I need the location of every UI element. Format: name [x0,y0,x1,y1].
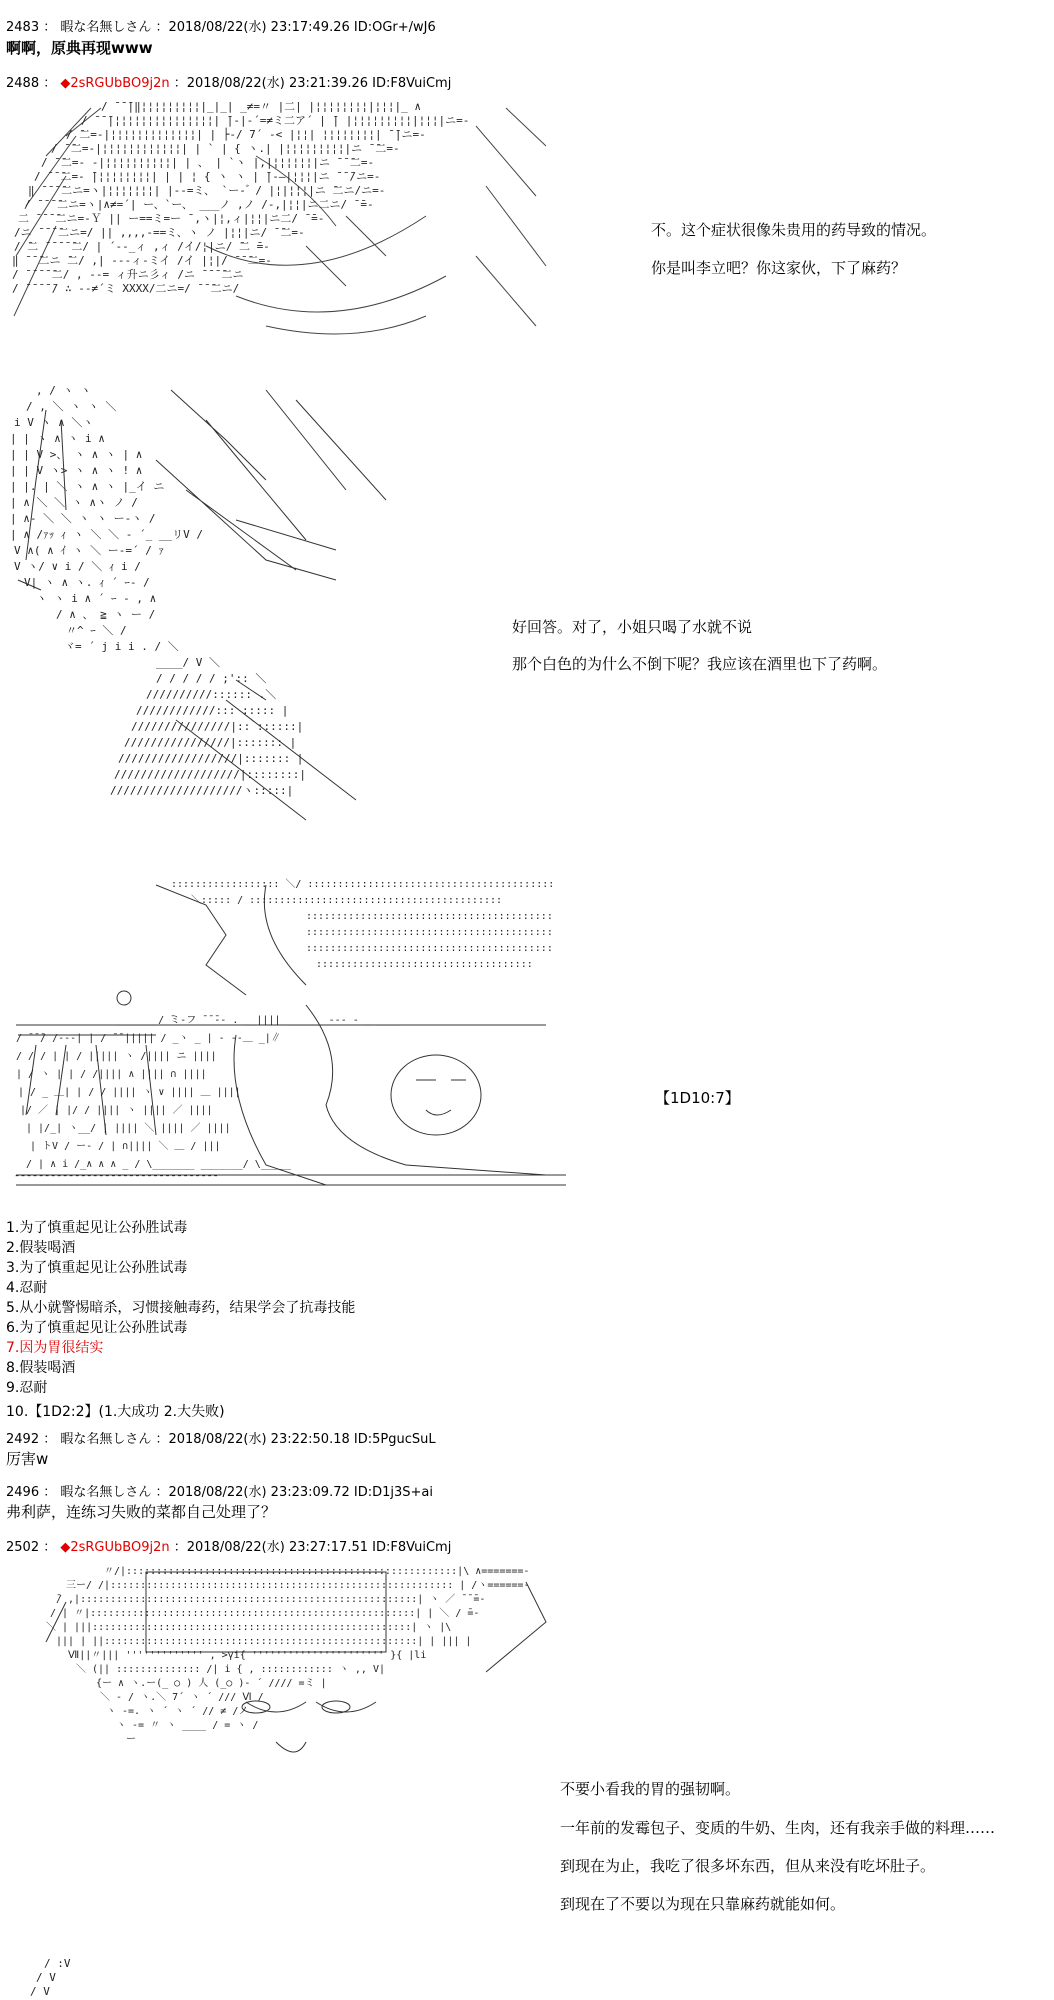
svg-text:ヾ= ´ j i i . / ＼: ヾ= ´ j i i . / ＼ [64,640,179,653]
post-meta: ：2018/08/22(水) 23:27:17.51 ID:F8VuiCmj [173,1540,452,1555]
choice-item: 4.忍耐 [6,1280,48,1296]
svg-text:/ ̄ ̄ ̄ ̄ ̄二/ , -‐= ィ: / ̄ ̄ ̄ ̄ ̄二/ , -‐= ィ升ニ彡ィ /ニ ̄ ̄ ̄ ̄二ニ [12,268,244,281]
svg-text:| ∧ ＼ ＼ ヽ ∧ヽ ノ /: | ∧ ＼ ＼ ヽ ∧ヽ ノ / [10,496,138,509]
post-number: 2502 ： [6,1540,57,1555]
svg-text:＼ ‐ / ヽ.＼ 7´ ヽ ´ ///: ＼ ‐ / ヽ.＼ 7´ ヽ ´ /// Ⅵ / [100,1692,264,1703]
svg-text:＼::::: / ::::::::::::::: ＼::::: / :::::::::::::::::::::::::::::::::::::::::: [191,895,503,906]
dice-roll: 【1D10:7】 [655,1089,740,1107]
svg-text:, / ヽ: , / ヽ ヽ [36,384,92,397]
svg-text:V| ヽ ∧ ヽ. ｨ ´ ｰ‐ /: V| ヽ ∧ ヽ. ｨ ´ ｰ‐ / [24,576,150,589]
ascii-art-scene1 [6,96,566,346]
dialog-line: 不。这个症状很像朱贵用的药导致的情况。 [651,221,937,239]
svg-text:ヽ ヽ i ∧ ´ ｰ ‐ , ∧: ヽ ヽ i ∧ ´ ｰ ‐ , ∧ [36,592,157,605]
svg-text:/ V: / V [30,1985,50,1998]
choice-item: 9.忍耐 [6,1380,48,1396]
svg-text:V ∧( ∧ ｲ ヽ ＼ ー-=´ /: V ∧( ∧ ｲ ヽ ＼ ー-=´ / ｧ [14,544,164,557]
dialog-line: 那个白色的为什么不倒下呢？我应该在酒里也下了药啊。 [512,655,888,673]
post-meta: ：2018/08/22(水) 23:21:39.26 ID:F8VuiCmj [173,76,452,91]
svg-text:::::::::::::::::::::::::::::::: ::::::::::::::::::::::::::::::::::::::::: [306,943,553,954]
ascii-art-scene5-fragment [6,1955,206,2000]
svg-text:/ ∧ 、 ≧ ヽ ー /: / ∧ 、 ≧ ヽ ー / [56,608,156,621]
svg-text:/ ̄ ̄ ̄ ̄ ̄/ ∴ ‐-≠´ミ: / ̄ ̄ ̄ ̄ ̄/ ∴ ‐-≠´ミ XXXX/二ニ=/ ̄ ̄ ̄二ニ/ [12,282,240,295]
svg-text:/ ̄ ̄ ̄|¦¦¦¦¦¦¦¦¦¦¦¦¦¦¦| ̄|‐|‐: / ̄ ̄ ̄|¦¦¦¦¦¦¦¦¦¦¦¦¦¦¦| ̄|‐|‐´=≠ミ二ア´ | ̄| |¦¦¦¦¦¦¦¦¦|¦¦¦|ニ=- [81,114,470,127]
svg-text:Ⅶ||〃||| ''''''''''''' , >γ: Ⅶ||〃||| ''''''''''''' , >γi{ '''''''''''''''''''''' }{ |li [68,1650,427,1661]
dialog-line: 到现在了不要以为现在只靠麻药就能如何。 [560,1895,846,1913]
author-trip: ◆2sRGUbBO9j2n [60,1540,170,1555]
dialog-line: 到现在为止，我吃了很多坏东西，但从来没有吃坏肚子。 [560,1857,936,1875]
post-body-2492: 厉害w [6,1450,49,1468]
svg-text://////////:::::: .＼: //////////:::::: .＼ [146,688,277,701]
svg-text:////////////////////ヽ:::::|: ////////////////////ヽ:::::| [110,784,294,797]
svg-text:/ | 〃|::::::::::::::::::::::::: / | 〃|::::::::::::::::::::::::::::::::::::::::::::::::::::::| | ＼ / ̄=- [50,1608,480,1619]
svg-text:i V ヽ ∧: i V ヽ ∧ ＼ヽ [14,416,94,429]
dialog-line: 不要小看我的胃的强韧啊。 [560,1780,741,1798]
svg-text:| | V ヽ> ヽ ∧ ヽ: | | V ヽ> ヽ ∧ ヽ ! ∧ [10,464,143,477]
svg-text:/ ̄ ̄ ̄|‖¦¦¦¦¦¦¦¦¦|_|_| _≠=〃: / ̄ ̄ ̄|‖¦¦¦¦¦¦¦¦¦|_|_| _≠=〃 |二| |¦¦¦¦¦¦¦¦|¦¦¦|_ ∧ [101,100,422,113]
svg-text:/ ̄ ̄ ̄二=‐ ̄|¦¦¦¦¦¦¦¦| | | ¦: / ̄ ̄ ̄二=‐ ̄|¦¦¦¦¦¦¦¦| | | ¦ { ヽ ヽ | ̄|‐―|¦¦¦|ニ ̄ ̄ ̄/ニ=- [34,170,381,183]
choice-item-selected: 7.因为胃很结实 [6,1340,104,1356]
post-header-2483: 2483 ： 暇な名無しさん ：2018/08/22(水) 23:17:49.26 ID:OGr+/wJ6 [6,20,436,35]
svg-text:| | V >、 ヽ ∧ ヽ: | | V >、 ヽ ∧ ヽ | ∧ [10,448,143,461]
svg-text:/ニ ̄ ̄ ̄ ̄二ニ=/ || ,,,,-=: /ニ ̄ ̄ ̄ ̄二ニ=/ || ,,,,-==ミ、ヽ ノ |¦¦|ニ/ ̄ ̄二=- [14,226,305,239]
svg-text:_______/ ̄ミ-フ ̄ ̄ ̄‐- . __|||: _______/ ̄ミ-フ ̄ ̄ ̄‐- . __|||| ______ ‐-‐ - _ ____ [116,1015,401,1026]
svg-text:‖ ̄ ̄ ̄ ̄二ニ=ヽ|¦¦¦¦¦¦¦| |‐-=ミ、: ‖ ̄ ̄ ̄ ̄二ニ=ヽ|¦¦¦¦¦¦¦| |‐-=ミ、 `ー- ゙ / |¦|¦¦¦|ニ ̄二ニ/ニ=- [28,184,386,197]
svg-text:/ ̄二 ̄ ̄ ̄ ̄ ̄二/ | ´‐-_ィ: / ̄二 ̄ ̄ ̄ ̄ ̄二/ | ´‐-_ィ ,ィ /イ/¦|ニ/ ̄二 ̄=- [14,240,270,253]
svg-text:____/ V ＼: ____/ V ＼ [156,656,220,669]
ascii-art-scene4 [6,1562,566,1922]
svg-text:V ヽ/ ∨ i / ＼ ｨ i: V ヽ/ ∨ i / ＼ ｨ i / [14,560,141,573]
dialog-line: 好回答。对了，小姐只喝了水就不说 [512,618,753,636]
svg-text:/ ̄ ̄二=‐|¦¦¦¦¦¦¦¦¦¦¦¦| | ` |: / ̄ ̄二=‐|¦¦¦¦¦¦¦¦¦¦¦¦| | ` | { ヽ.| |¦¦¦¦¦¦¦¦¦|ニ ̄ ̄二=‐ [51,142,400,155]
svg-text:ー ,V∧ ｀ =≠ = =ミ V /: ー [126,1734,136,1745]
svg-text:::::::::::::::::::::::::::::::: ::::::::::::::::::::::::::::::::::::::::: [306,911,553,922]
post-header-2492: 2492 ： 暇な名無しさん ：2018/08/22(水) 23:22:50.18 ID:5PgucSuL [6,1432,436,1447]
svg-text:三ー/ /|::::::::::::::::::::::::: 三ー/ /|::::::::::::::::::::::::::::::::::::::::::::::::::::::::: | /ヽ======- [66,1580,530,1591]
post-body-2483: 啊啊，原典再现www [6,39,153,57]
choice-item: 1.为了慎重起见让公孙胜试毒 [6,1220,188,1236]
svg-text:/ V: / V [36,1971,56,1984]
svg-text:ヽ ‐=. ヽ ´ ヽ ´ // ≠: ヽ ‐=. ヽ ´ ヽ ´ // ≠ /ノ [106,1706,249,1717]
svg-text:/ | ∧ i /_∧ ∧ ∧ _ / \_____: / | ∧ i /_∧ ∧ ∧ _ / \_______ _______/ \_____ [26,1159,291,1170]
post-header-2488 [6,72,451,91]
svg-text:////////////////|::::::: |: ////////////////|::::::: | [124,736,297,749]
svg-text:/ / / | | / ||||: / / / | | / ||||| ヽ /|||| ニ |||| [16,1051,217,1062]
svg-text:///////////////////|::::::::|: ///////////////////|::::::::| [114,768,307,781]
svg-text:/ , ＼ ヽ ヽ: / , ＼ ヽ ヽ ＼ [26,400,117,413]
svg-text:| ∧ /ｧｯ ｨ ヽ ＼ ＼ - ´_ __リ: | ∧ /ｧｯ ｨ ヽ ＼ ＼ - ´_ __リV / [10,528,203,541]
svg-text:/ :V: / :V [44,1957,71,1970]
svg-text:̄ ̄ ̄ ̄ ̄ ̄ ̄ ̄ ̄ ̄ ̄ ̄ ̄ ̄ ̄: ̄ ̄ ̄ ̄ ̄ ̄ ̄ ̄ ̄ ̄ ̄ ̄ ̄ ̄ ̄ ̄ ̄ ̄ ̄ ̄ ̄ ̄ ̄ ̄ ̄ ̄ ̄ ̄ ̄ ̄ ̄ ̄ ̄ ̄ [14,1175,213,1186]
post-body-2496: 弗利萨，连练习失败的菜都自己处理了？ [6,1503,277,1521]
svg-text:＼ (|| :::::::::::::: /| i {: ＼ (|| :::::::::::::: /| i { , :::::::::::: ヽ ,, V| [76,1664,385,1675]
svg-text:| | ヽ ∧ ヽ: | | ヽ ∧ ヽ i ∧ [10,432,105,445]
svg-text:〃/|:::::::::::::::::::::::::::: 〃/|:::::::::::::::::::::::::::::::::::::::::::::::::::::::|\ ∧=======- [104,1566,530,1577]
svg-text:/ ̄ ̄ ̄ ̄二ニ=ヽ|∧≠=´| ー、`ー、 __: / ̄ ̄ ̄ ̄二ニ=ヽ|∧≠=´| ー、`ー、 ___ノ ,ノ /‐,|¦¦|ニ二ニ/ ̄ ̄=- [24,198,374,211]
post-number: 2488 ： [6,76,57,91]
svg-text:二 ̄ ̄ ̄ ̄二ニ=‐Ｙ || ー==ミ=ー ̄: 二 ̄ ̄ ̄ ̄二ニ=‐Ｙ || ー==ミ=ー ̄ ,ヽ|¦,ィ|¦¦|ニ二/ ̄ ̄=- [18,212,325,225]
svg-text:| トV / ー- / | ∩||||: | トV / ー- / | ∩|||| ＼ ＿ / ||| [30,1141,221,1152]
svg-text:〃^ ｰ ＼ /: 〃^ ｰ ＼ / [66,624,127,637]
choice-item: 3.为了慎重起见让公孙胜试毒 [6,1260,188,1276]
svg-text://////////////////|::::::: |: //////////////////|::::::: | [118,752,304,765]
svg-text:＼ | |||:::::::::::::::::::::::: ＼ | |||:::::::::::::::::::::::::::::::::::::::::::::::::::::| ヽ |\ [46,1622,452,1633]
svg-text:////////////::: ::::: |: ////////////::: ::::: | [136,704,289,717]
ascii-art-scene3 [6,875,566,1205]
svg-text:| / _ ＿| | / / ||||: | / _ ＿| | / / |||| ヽ ∨ |||| ＿ |||| [18,1087,241,1098]
svg-text:|/ ／ | |/ / |||| ヽ: |/ ／ | |/ / |||| ヽ |||| ／ |||| [20,1105,213,1116]
svg-text:||| | ||:::::::::::::::::::::: ||| | ||::::::::::::::::::::::::::::::::::::::::::::::::::::| | ||| | [56,1636,472,1647]
svg-text:/ / / / / ;':: ＼: / / / / / ;':: ＼ [156,672,267,685]
choice-item: 5.从小就警惕暗杀，习惯接触毒药，结果学会了抗毒技能 [6,1300,356,1316]
dialog-line: 一年前的发霉包子、变质的牛奶、生肉，还有我亲手做的料理…… [560,1819,996,1837]
svg-text:ヽ ‐= 〃 ヽ ____ / = ヽ: ヽ ‐= 〃 ヽ ____ / = ヽ / [116,1720,259,1731]
choice-list [6,1218,355,1422]
choice-item: 8.假装喝酒 [6,1360,76,1376]
svg-text:{ー ∧ ヽ.ー(_ ○ ) 人 (_○ )‐ ´ //: {ー ∧ ヽ.ー(_ ○ ) 人 (_○ )‐ ´ //// =ミ | [96,1678,327,1689]
choice-item: 2.假装喝酒 [6,1240,76,1256]
dialog-line: 你是叫李立吧？你这家伙，下了麻药？ [651,259,907,277]
svg-text:/ ̄二=‐|¦¦¦¦¦¦¦¦¦¦¦¦¦| | ├‐/ 7: / ̄二=‐|¦¦¦¦¦¦¦¦¦¦¦¦¦| | ├‐/ 7´ ‐< |¦¦| ¦¦¦¦¦¦¦¦| ̄ ̄|ニ=- [66,128,426,141]
author-trip: ◆2sRGUbBO9j2n [60,76,170,91]
post-header-2502 [6,1536,451,1555]
svg-text:‖ ̄ ̄ ̄二ニ ̄二/ ,| --‐ィ-ミ: ‖ ̄ ̄ ̄二ニ ̄二/ ,| --‐ィ-ミイ /イ |¦|/ ̄ ̄ ̄二=- [12,254,272,267]
svg-text:::::::::::::::::::::::::::::::: :::::::::::::::::::::::::::::::::::: [316,959,533,970]
svg-text:///////////////|:: ::::::|: ///////////////|:: ::::::| [131,720,304,733]
svg-text:| |. | ＼ ヽ ∧: | |. | ＼ ヽ ∧ ヽ |_イ ニ [10,480,165,493]
ascii-art-scene2 [6,380,426,840]
svg-text:/ ̄ ̄ ̄/ /-‐-| | / ̄ ̄ |||: / ̄ ̄ ̄/ /-‐-| | / ̄ ̄ ||||| / _ヽ _ | ‐ ‐-＿ _|∥ [16,1033,281,1044]
choice-item: 6.为了慎重起见让公孙胜试毒 [6,1320,188,1336]
svg-text:/ ̄ ̄二=‐ ‐|¦¦¦¦¦¦¦¦¦¦| | 、 |: / ̄ ̄二=‐ ‐|¦¦¦¦¦¦¦¦¦¦| | 、 | `ヽ |,|¦¦¦¦¦¦|ニ ̄ ̄ ̄二=‐ [41,156,375,169]
choice-item: 10.【1D2:2】(1.大成功 2.大失败) [6,1404,225,1420]
post-header-2496: 2496 ： 暇な名無しさん ：2018/08/22(水) 23:23:09.72 ID:D1j3S+ai [6,1485,433,1500]
svg-text:̄/ ,|:::::::::::::::::::::::::: ̄/ ,|::::::::::::::::::::::::::::::::::::::::::::::::::::::::| ヽ ／ ̄ ̄ ̄=- [56,1594,486,1605]
svg-text::::::::::::::::::: ＼/ ::: :::::::::::::::::: ＼/ ::::::::::::::::::::::::::::::::::::::::: [171,879,555,890]
svg-text:| ∧‐ ＼ ＼ ヽ ヽ ー‐ヽ /: | ∧‐ ＼ ＼ ヽ ヽ ー‐ヽ / [10,512,156,525]
svg-text:| / ヽ | | / /||: | / ヽ | | / /|||| ∧ |||| ∩ |||| [16,1069,207,1080]
svg-text:::::::::::::::::::::::::::::::: ::::::::::::::::::::::::::::::::::::::::: [306,927,553,938]
svg-text:| |/_| ヽ__/ | ||||: | |/_| ヽ__/ | |||| ＼ |||| ／ |||| [26,1123,231,1134]
